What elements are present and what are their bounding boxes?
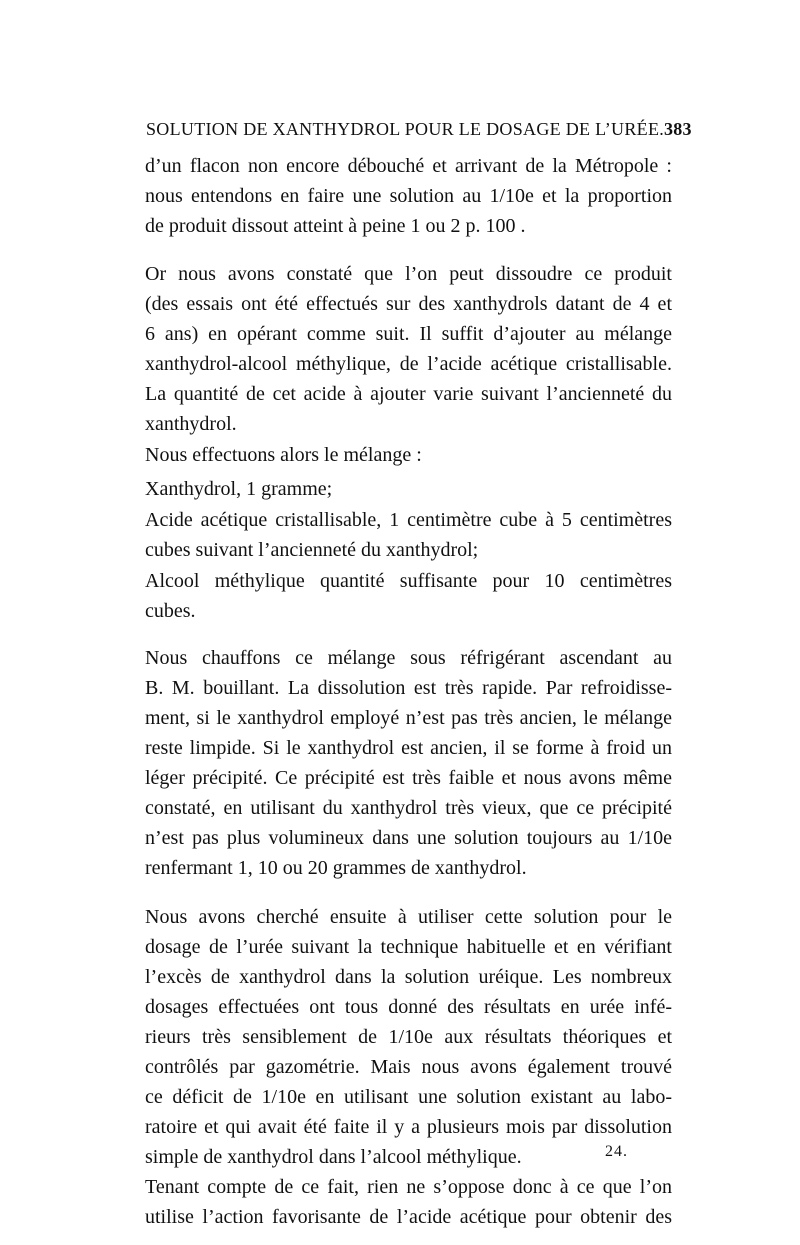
body-line: utilise l’action favorisante de l’acide acétique pour obtenir des (145, 1206, 672, 1228)
body-line: d’un flacon non encore débouché et arrivant de la Métropole : (145, 155, 672, 177)
body-line: léger précipité. Ce précipité est très faible et nous avons même (145, 767, 672, 789)
body-line: reste limpide. Si le xanthydrol est ancien, il se forme à froid un (145, 737, 672, 759)
header-title: SOLUTION DE XANTHYDROL POUR LE DOSAGE DE L’URÉE. (146, 118, 665, 139)
body-line: Xanthydrol, 1 gramme; (145, 478, 333, 500)
body-line: renfermant 1, 10 ou 20 grammes de xanthydrol. (145, 857, 527, 879)
body-line: 6 ans) en opérant comme suit. Il suffit d’ajouter au mélange (145, 323, 672, 345)
body-line: Alcool méthylique quantité suffisante pour 10 centimètres (145, 570, 672, 592)
body-line: ment, si le xanthydrol employé n’est pas très ancien, le mélange (145, 707, 672, 729)
body-line: xanthydrol. (145, 413, 237, 435)
body-line: rieurs très sensiblement de 1/10e aux résultats théoriques et (145, 1026, 672, 1048)
body-line: xanthydrol-alcool méthylique, de l’acide acétique cristallisable. (145, 353, 672, 375)
body-line: (des essais ont été effectués sur des xanthydrols datant de 4 et (145, 293, 672, 315)
page-number: 383 (664, 118, 692, 139)
body-line: nous entendons en faire une solution au 1/10e et la proportion (145, 185, 672, 207)
body-line: contrôlés par gazométrie. Mais nous avons également trouvé (145, 1056, 672, 1078)
body-line: Or nous avons constaté que l’on peut dissoudre ce produit (145, 263, 672, 285)
body-line: ratoire et qui avait été faite il y a plusieurs mois par dissolution (145, 1116, 672, 1138)
body-line: Nous avons cherché ensuite à utiliser cette solution pour le (145, 906, 672, 928)
body-line: cubes suivant l’ancienneté du xanthydrol; (145, 539, 479, 561)
body-line: cubes. (145, 600, 196, 622)
body-line: Nous effectuons alors le mélange : (145, 444, 422, 466)
body-line: constaté, en utilisant du xanthydrol très vieux, que ce précipité (145, 797, 672, 819)
body-line: dosage de l’urée suivant la technique habituelle et en vérifiant (145, 936, 672, 958)
body-line: La quantité de cet acide à ajouter varie suivant l’ancienneté du (145, 383, 672, 405)
signature-mark: 24. (605, 1143, 628, 1160)
body-line: de produit dissout atteint à peine 1 ou 2 p. 100 . (145, 215, 526, 237)
body-line: dosages effectuées ont tous donné des résultats en urée infé- (145, 996, 672, 1018)
body-line: simple de xanthydrol dans l’alcool méthylique. (145, 1146, 522, 1168)
body-line: Tenant compte de ce fait, rien ne s’oppose donc à ce que l’on (145, 1176, 672, 1198)
running-header (146, 116, 692, 142)
body-line: Nous chauffons ce mélange sous réfrigérant ascendant au (145, 647, 672, 669)
body-line: n’est pas plus volumineux dans une solution toujours au 1/10e (145, 827, 672, 849)
body-line: B. M. bouillant. La dissolution est très rapide. Par refroidisse- (145, 677, 672, 699)
body-line: ce déficit de 1/10e en utilisant une solution existant au labo- (145, 1086, 672, 1108)
body-line: Acide acétique cristallisable, 1 centimètre cube à 5 centimètres (145, 509, 672, 531)
body-line: l’excès de xanthydrol dans la solution uréique. Les nombreux (145, 966, 672, 988)
